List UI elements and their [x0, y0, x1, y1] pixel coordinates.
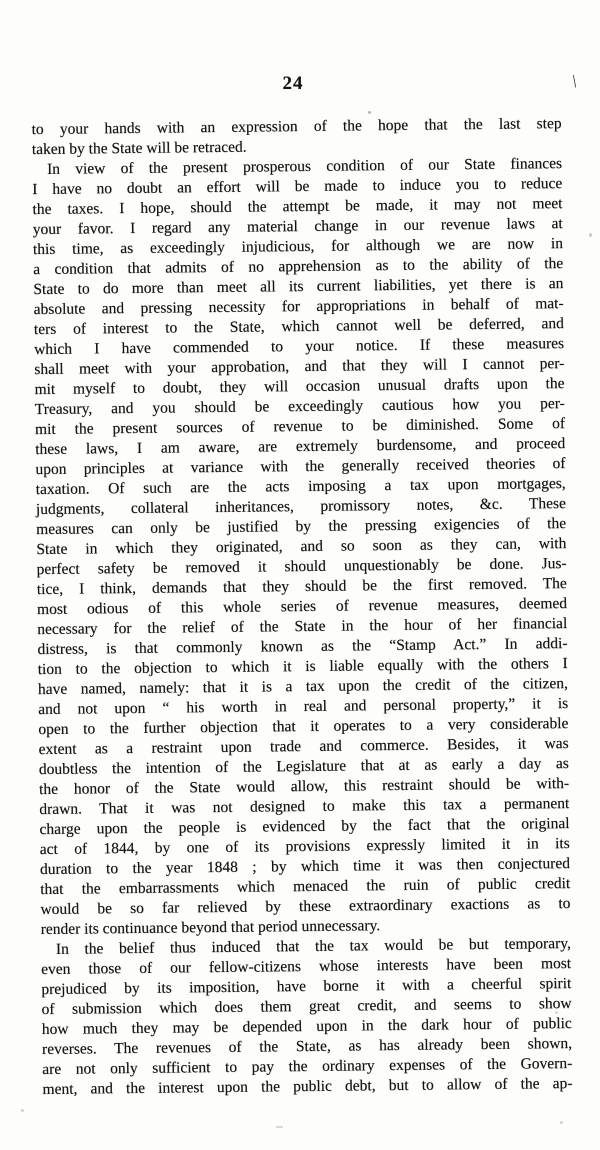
ink-speck [368, 111, 371, 114]
text-line: mit myself to doubt, they will occasion unusual drafts upon the [34, 375, 565, 399]
text-block [31, 114, 572, 1100]
text-line: prejudiced by its imposition, have borne it with a cheerful spirit [41, 974, 572, 998]
text-line: ment, and the interest upon the public debt, but to allow of the ap- [42, 1074, 573, 1098]
text-line: taken by the State will be retraced. [31, 138, 247, 159]
text-line: distress, is that commonly known as the “Stamp Act.” In addi- [37, 634, 568, 659]
ink-speck [555, 1011, 558, 1014]
text-line: drawn. That it was not designed to make this tax a permanent [39, 794, 570, 818]
text-line: doubtless the intention of the Legislature that at as early a day as [38, 754, 569, 778]
text-line: have named, namely: that it is a tax upon the credit of the citizen, [37, 674, 568, 699]
text-line: open to the further objection that it operates to a very considerable [38, 714, 569, 738]
text-line: measures can only be justified by the pressing exigencies of the [36, 514, 567, 539]
text-line: render its continuance beyond that period unnecessary. [40, 917, 381, 938]
text-line: of submission which does them great credit, and seems to show [41, 994, 572, 1018]
text-line: a condition that admits of no apprehension as to the ability of the [33, 255, 564, 279]
text-line: charge upon the people is evidenced by the fact that the original [39, 814, 570, 838]
text-line: duration to the year 1848 ; by which time it was then conjectured [39, 854, 571, 878]
text-line: tion to the objection to which it is liable equally with the others I [37, 654, 568, 679]
text-line: are not only sufficient to pay the ordinary expenses of the Govern- [42, 1054, 573, 1078]
text-line: your favor. I regard any material change in our revenue laws at [32, 215, 563, 239]
text-line: would be so far relieved by these extraordinary exactions as to [40, 894, 571, 918]
text-line: shall meet with your approbation, and that they will I cannot per- [34, 355, 565, 379]
text-line: act of 1844, by one of its provisions expressly limited it in its [39, 834, 570, 858]
text-line: ters of interest to the State, which cannot well be deferred, and [33, 315, 564, 339]
text-line: these laws, I am aware, are extremely burdensome, and proceed [35, 435, 566, 459]
page-number: 24 [282, 73, 304, 94]
text-line: the honor of the State would allow, this restraint should be with- [38, 774, 570, 798]
text-line: reverses. The revenues of the State, as has already been shown, [41, 1034, 573, 1058]
text-line: In view of the present prosperous condition of our State finances [46, 155, 563, 178]
text-line: which I have commended to your notice. If these measures [33, 335, 565, 359]
text-line: this time, as exceedingly injudicious, for although we are now in [32, 235, 563, 259]
text-line: that the embarrassments which menaced the ruin of public credit [40, 874, 571, 898]
text-line: taxation. Of such are the acts imposing a tax upon mortgages, [35, 475, 566, 499]
stray-pen-mark: \ [570, 70, 579, 92]
text-line: how much they may be depended upon in the dark hour of public [41, 1014, 572, 1038]
text-line: upon principles at variance with the generally received theories of [35, 455, 566, 479]
text-line: the taxes. I hope, should the attempt be made, it may not meet [32, 195, 563, 219]
ink-speck [276, 1126, 283, 1128]
ink-speck [21, 1109, 24, 1112]
text-line: to your hands with an expression of the hope that the last step [31, 115, 562, 139]
ink-speck [560, 1121, 563, 1124]
text-line: mit the present sources of revenue to be diminished. Some of [34, 415, 566, 439]
text-line: State to do more than meet all its current liabilities, yet there is an [33, 275, 564, 299]
text-line: necessary for the relief of the State in the hour of her financial [37, 614, 568, 639]
text-line: and not upon “ his worth in real and personal property,” it is [38, 694, 569, 718]
text-line: extent as a restraint upon trade and commerce. Besides, it was [38, 734, 569, 758]
text-line: State in which they originated, and so soon as they can, with [36, 534, 567, 559]
text-line: tice, I think, demands that they should be the first removed. The [36, 574, 567, 599]
text-line: perfect safety be removed it should unquestionably be done. Jus- [36, 554, 567, 579]
text-line: Treasury, and you should be exceedingly cautious how you per- [34, 395, 565, 419]
text-line: judgments, collateral inheritances, promissory notes, &c. These [35, 495, 566, 519]
text-line: absolute and pressing necessity for appropriations in behalf of mat- [33, 295, 564, 319]
text-line: most odious of this whole series of revenue measures, deemed [36, 594, 568, 619]
text-line: even those of our fellow-citizens whose interests have been most [40, 954, 572, 978]
text-line: In the belief thus induced that the tax would be but temporary, [55, 934, 571, 958]
text-line: I have no doubt an effort will be made to induce you to reduce [32, 175, 563, 199]
ink-speck [589, 233, 592, 237]
